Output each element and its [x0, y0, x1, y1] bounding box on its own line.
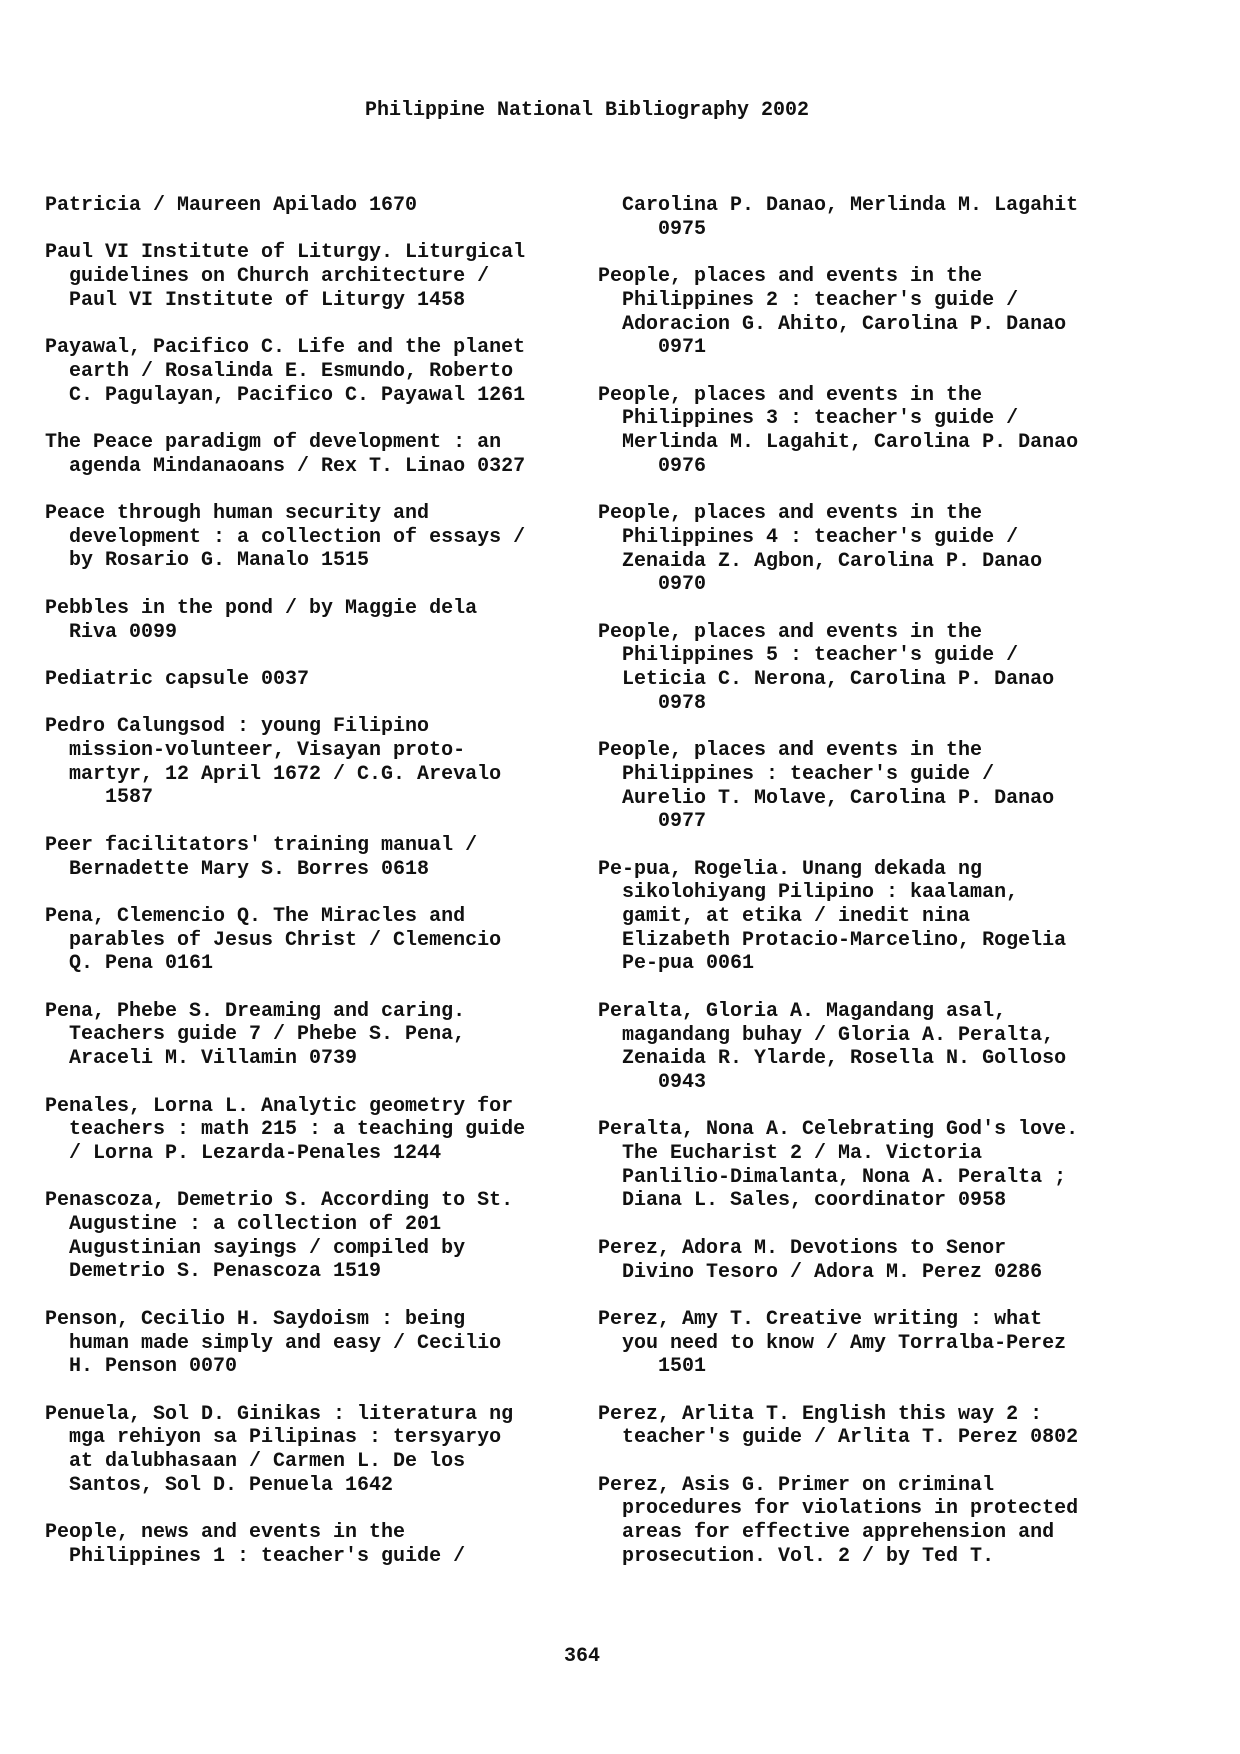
bibliography-entry: Payawal, Pacifico C. Life and the planet earth / Rosalinda E. Esmundo, Roberto C. Pagulayan, Pacifico C. Payawal 1261 — [45, 336, 526, 407]
bibliography-entry: People, places and events in the Philippines 2 : teacher's guide / Adoracion G. Ahito, Carolina P. Danao 0971 — [598, 265, 1067, 360]
bibliography-entry: The Peace paradigm of development : an agenda Mindanaoans / Rex T. Linao 0327 — [45, 430, 526, 478]
bibliography-entry: Perez, Arlita T. English this way 2 : teacher's guide / Arlita T. Perez 0802 — [598, 1402, 1079, 1450]
bibliography-entry: Pebbles in the pond / by Maggie dela Riva 0099 — [45, 596, 478, 644]
bibliography-entry: Penuela, Sol D. Ginikas : literatura ng mga rehiyon sa Pilipinas : tersyaryo at dalubhasaan / Carmen L. De los Santos, Sol D. Penuela 1642 — [45, 1402, 514, 1497]
bibliography-entry: Patricia / Maureen Apilado 1670 — [45, 194, 418, 217]
bibliography-entry: Peer facilitators' training manual / Bernadette Mary S. Borres 0618 — [45, 833, 478, 881]
bibliography-entry: Perez, Asis G. Primer on criminal procedures for violations in protected areas for effective apprehension and prosecution. Vol. 2 / by Ted T. — [598, 1473, 1079, 1568]
page-header — [0, 75, 1240, 122]
bibliography-entry: Pena, Phebe S. Dreaming and caring. Teachers guide 7 / Phebe S. Pena, Araceli M. Villamin 0739 — [45, 999, 466, 1071]
right-column — [598, 194, 1158, 1592]
left-column — [45, 194, 605, 1592]
running-title: Philippine National Bibliography 2002 — [364, 98, 810, 122]
bibliography-entry: Penson, Cecilio H. Saydoism : being human made simply and easy / Cecilio H. Penson 0070 — [45, 1307, 502, 1379]
bibliography-entry: Pe-pua, Rogelia. Unang dekada ng sikolohiyang Pilipino : kaalaman, gamit, at etika / inedit nina Elizabeth Protacio-Marcelino, Rogelia Pe-pua 0061 — [598, 857, 1067, 976]
bibliography-entry: Peralta, Nona A. Celebrating God's love. The Eucharist 2 / Ma. Victoria Panlilio-Dimalanta, Nona A. Peralta ; Diana L. Sales, coordinator 0958 — [598, 1118, 1079, 1213]
bibliography-entry: Pena, Clemencio Q. The Miracles and parables of Jesus Christ / Clemencio Q. Pena 0161 — [45, 904, 502, 976]
bibliography-entry: People, places and events in the Philippines 4 : teacher's guide / Zenaida Z. Agbon, Carolina P. Danao 0970 — [598, 502, 1043, 597]
bibliography-entry: Perez, Amy T. Creative writing : what you need to know / Amy Torralba-Perez 1501 — [598, 1307, 1067, 1379]
page-number-footer — [0, 1621, 1240, 1668]
bibliography-entry: Peace through human security and development : a collection of essays / by Rosario G. Manalo 1515 — [45, 502, 526, 573]
bibliography-entry: Perez, Adora M. Devotions to Senor Divino Tesoro / Adora M. Perez 0286 — [598, 1236, 1043, 1284]
bibliography-entry-continued: Carolina P. Danao, Merlinda M. Lagahit 0975 — [622, 194, 1079, 241]
bibliography-entry: Penascoza, Demetrio S. According to St. Augustine : a collection of 201 Augustinian sayings / compiled by Demetrio S. Penascoza 1519 — [45, 1189, 514, 1284]
bibliography-entry: Pedro Calungsod : young Filipino mission-volunteer, Visayan proto- martyr, 12 April 1672 / C.G. Arevalo 1587 — [45, 715, 502, 810]
bibliography-entry: Penales, Lorna L. Analytic geometry for teachers : math 215 : a teaching guide / Lorna P. Lezarda-Penales 1244 — [45, 1094, 526, 1165]
bibliography-entry: Peralta, Gloria A. Magandang asal, magandang buhay / Gloria A. Peralta, Zenaida R. Ylarde, Rosella N. Golloso 0943 — [598, 999, 1067, 1094]
bibliography-entry: People, places and events in the Philippines 5 : teacher's guide / Leticia C. Nerona, Carolina P. Danao 0978 — [598, 620, 1055, 715]
bibliography-entry: People, news and events in the Philippines 1 : teacher's guide / — [45, 1521, 466, 1568]
bibliography-entry: People, places and events in the Philippines : teacher's guide / Aurelio T. Molave, Carolina P. Danao 0977 — [598, 739, 1055, 834]
bibliography-entry: People, places and events in the Philippines 3 : teacher's guide / Merlinda M. Lagahit, Carolina P. Danao 0976 — [598, 383, 1079, 478]
bibliography-entry: Paul VI Institute of Liturgy. Liturgical guidelines on Church architecture / Paul VI Institute of Liturgy 1458 — [45, 241, 526, 312]
bibliography-entry: Pediatric capsule 0037 — [45, 667, 310, 691]
page-number: 364 — [564, 1644, 601, 1668]
